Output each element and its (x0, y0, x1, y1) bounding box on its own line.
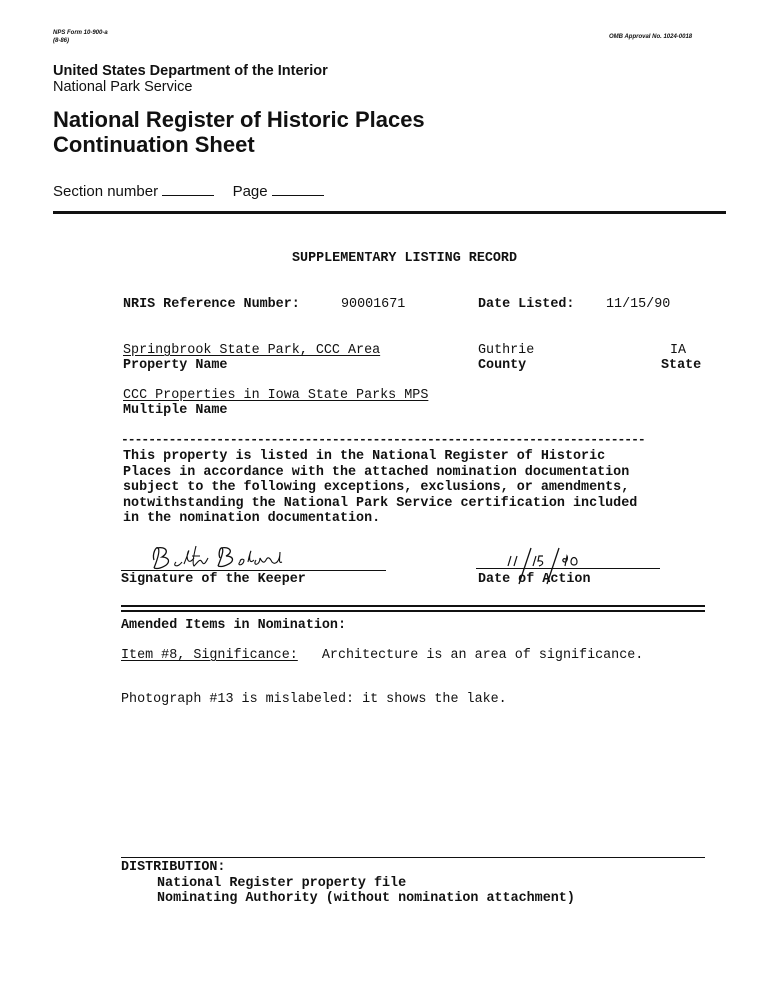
statement-line: This property is listed in the National Register of Historic (123, 449, 606, 464)
distribution-line: Nominating Authority (without nomination attachment) (157, 891, 575, 906)
statement-line: Places in accordance with the attached nomination documentation (123, 464, 630, 480)
distribution-divider (121, 857, 705, 858)
dashed-divider: ----------------------------------------------------------------------------- (121, 436, 645, 444)
signature-label: Signature of the Keeper (121, 572, 306, 587)
statement-line: subject to the following exceptions, exclusions, or amendments, (123, 480, 630, 495)
page-blank (272, 185, 324, 196)
record-heading: SUPPLEMENTARY LISTING RECORD (292, 251, 517, 266)
form-revision: (8-86) (53, 38, 70, 44)
section-number-field (53, 183, 324, 200)
nris-value: 90001671 (341, 297, 406, 312)
state-label: State (661, 358, 702, 373)
listing-statement (123, 449, 637, 527)
amendments-heading: Amended Items in Nomination: (121, 618, 346, 633)
nris-label: NRIS Reference Number: (123, 297, 300, 312)
county-label: County (478, 358, 527, 373)
section-number-label: Section number (53, 183, 159, 200)
double-divider-bottom (121, 610, 705, 612)
distribution-line: National Register property file (157, 876, 407, 891)
date-of-action-label: Date of Action (478, 572, 591, 587)
department-name: United States Department of the Interior (53, 63, 328, 79)
county-value: Guthrie (478, 343, 535, 358)
amended-item (121, 648, 643, 663)
page-title: National Register of Historic Places (53, 107, 425, 132)
page-label: Page (232, 183, 268, 200)
date-line (476, 568, 660, 569)
section-number-blank (162, 185, 214, 196)
statement-line: notwithstanding the National Park Service certification included (123, 495, 638, 511)
amended-item-label: Item #8, Significance: (121, 648, 298, 663)
multiple-name-value: CCC Properties in Iowa State Parks MPS (123, 388, 429, 403)
double-divider-top (121, 605, 705, 607)
date-listed-label: Date Listed: (478, 297, 575, 312)
service-name: National Park Service (53, 79, 193, 95)
photo-note: Photograph #13 is mislabeled: it shows the lake. (121, 692, 507, 707)
state-value: IA (670, 343, 687, 358)
multiple-name-label: Multiple Name (123, 403, 228, 418)
property-name-label: Property Name (123, 358, 228, 373)
date-listed-value: 11/15/90 (606, 297, 671, 312)
distribution-heading: DISTRIBUTION: (121, 860, 226, 875)
form-id: NPS Form 10-900-a (53, 30, 108, 36)
signature-line (121, 570, 386, 571)
omb-approval: OMB Approval No. 1024-0018 (609, 34, 693, 40)
header-divider (53, 211, 726, 214)
amended-item-text: Architecture is an area of significance. (321, 648, 644, 663)
page-subtitle: Continuation Sheet (53, 132, 255, 157)
statement-line: in the nomination documentation. (123, 511, 381, 526)
property-name-value: Springbrook State Park, CCC Area (123, 343, 381, 358)
